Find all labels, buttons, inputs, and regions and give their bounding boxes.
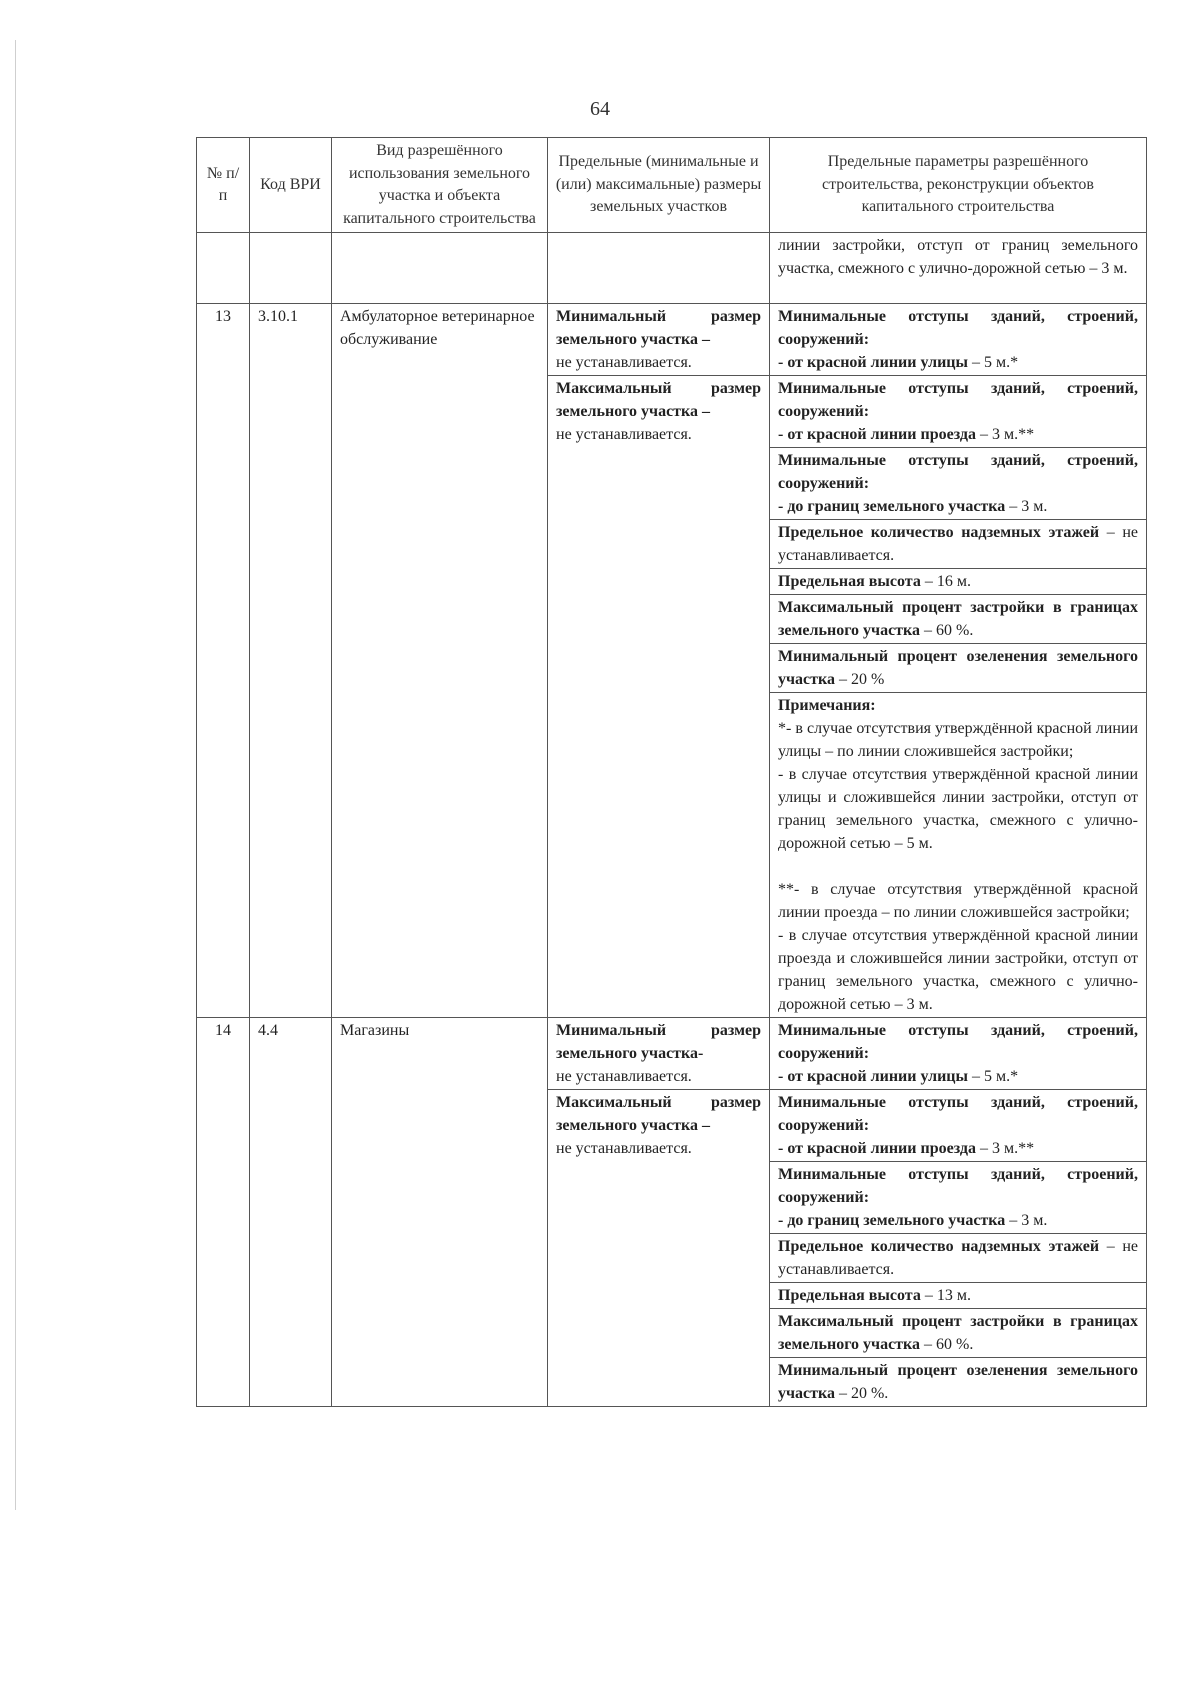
- header-num: № п/п: [197, 138, 250, 233]
- param-floors: [770, 1234, 1147, 1283]
- param-sublabel: - до границ земельного участка: [778, 1212, 1006, 1229]
- param-height: [770, 569, 1147, 595]
- param-label: Минимальные отступы зданий, строений, сооружений:: [778, 1022, 1138, 1062]
- note-spacer: [778, 855, 1138, 878]
- zoning-parameters-table: [196, 137, 1147, 1407]
- cell-empty: [548, 233, 770, 304]
- param-sublabel: - от красной линии улицы: [778, 1068, 968, 1085]
- param-value: – 13 м.: [920, 1287, 971, 1304]
- param-label: Максимальный процент застройки в границах земельного участка: [778, 1313, 1138, 1353]
- table-header-row: [197, 138, 1147, 233]
- param-value: – 3 м.**: [975, 426, 1035, 443]
- param-value: – 60 %.: [920, 1336, 974, 1353]
- cell-empty: [250, 233, 332, 304]
- param-label: Минимальные отступы зданий, строений, сооружений:: [778, 1094, 1138, 1134]
- min-size-label: Минимальный размер земельного участка –: [556, 308, 761, 348]
- param-greenery: [770, 644, 1147, 693]
- max-size-label: Максимальный размер земельного участка –: [556, 1094, 761, 1134]
- param-setback-boundary: [770, 448, 1147, 520]
- row-code: 4.4: [250, 1018, 332, 1407]
- param-setback-street: [770, 1018, 1147, 1090]
- param-label: Минимальный процент озеленения земельного участка: [778, 1362, 1138, 1402]
- header-use: Вид разрешённого использования земельного участка и объекта капитального строительства: [332, 138, 548, 233]
- min-size-value: не устанавливается.: [556, 1068, 692, 1085]
- note-item: **- в случае отсутствия утверждённой красной линии проезда – по линии сложившейся застройки;: [778, 881, 1138, 921]
- param-label: Минимальный процент озеленения земельного участка: [778, 648, 1138, 688]
- header-params: Предельные параметры разрешённого строительства, реконструкции объектов капитального строительства: [770, 138, 1147, 233]
- param-label: Предельное количество надземных этажей: [778, 1238, 1100, 1255]
- note-item: - в случае отсутствия утверждённой красной линии улицы и сложившейся линии застройки, отступ от границ земельного участка, смежного с улично-дорожной сетью – 5 м.: [778, 766, 1138, 852]
- page-number: 64: [590, 98, 610, 120]
- param-label: Предельное количество надземных этажей: [778, 524, 1100, 541]
- param-value: – не устанавливается.: [778, 524, 1138, 564]
- table-row-continuation: [197, 233, 1147, 304]
- max-size-label: Максимальный размер земельного участка –: [556, 380, 761, 420]
- param-setback-passage: [770, 1090, 1147, 1162]
- notes-cell: [770, 693, 1147, 1018]
- max-size-value: не устанавливается.: [556, 426, 692, 443]
- param-sublabel: - от красной линии проезда: [778, 426, 976, 443]
- param-greenery: [770, 1358, 1147, 1407]
- row-use: Амбулаторное ветеринарное обслуживание: [332, 304, 548, 1018]
- header-code: Код ВРИ: [250, 138, 332, 233]
- param-value: – 3 м.**: [975, 1140, 1035, 1157]
- table-row-14: [197, 1018, 1147, 1090]
- param-value: – 5 м.*: [968, 354, 1019, 371]
- param-sublabel: - до границ земельного участка: [778, 498, 1006, 515]
- note-item: - в случае отсутствия утверждённой красной линии проезда и сложившейся линии застройки, отступ от границ земельного участка, смежного с улично-дорожной сетью – 3 м.: [778, 927, 1138, 1013]
- param-coverage: [770, 595, 1147, 644]
- param-label: Минимальные отступы зданий, строений, сооружений:: [778, 452, 1138, 492]
- param-label: Предельная высота: [778, 1287, 921, 1304]
- param-sublabel: - от красной линии улицы: [778, 354, 968, 371]
- header-size: Предельные (минимальные и (или) максимальные) размеры земельных участков: [548, 138, 770, 233]
- min-size-cell: [548, 1018, 770, 1090]
- param-label: Минимальные отступы зданий, строений, сооружений:: [778, 308, 1138, 348]
- param-value: – 20 %: [834, 671, 885, 688]
- row-number: 14: [197, 1018, 250, 1407]
- min-size-label: Минимальный размер земельного участка-: [556, 1022, 761, 1062]
- row-code: 3.10.1: [250, 304, 332, 1018]
- max-size-cell: [548, 376, 770, 1018]
- row-use: Магазины: [332, 1018, 548, 1407]
- param-value: – 60 %.: [920, 622, 974, 639]
- param-value: – 5 м.*: [968, 1068, 1019, 1085]
- param-setback-street: [770, 304, 1147, 376]
- param-value: – не устанавливается.: [778, 1238, 1138, 1278]
- param-setback-passage: [770, 376, 1147, 448]
- row-number: 13: [197, 304, 250, 1018]
- note-item: *- в случае отсутствия утверждённой красной линии улицы – по линии сложившейся застройки;: [778, 720, 1138, 760]
- param-label: Максимальный процент застройки в границах земельного участка: [778, 599, 1138, 639]
- max-size-cell: [548, 1090, 770, 1407]
- scan-margin-line: [15, 40, 16, 1510]
- param-value: – 3 м.: [1005, 1212, 1048, 1229]
- param-height: [770, 1283, 1147, 1309]
- notes-title: Примечания:: [778, 697, 876, 714]
- min-size-value: не устанавливается.: [556, 354, 692, 371]
- max-size-value: не устанавливается.: [556, 1140, 692, 1157]
- cell-empty: [332, 233, 548, 304]
- table-row-13: [197, 304, 1147, 376]
- param-label: Предельная высота: [778, 573, 921, 590]
- param-label: Минимальные отступы зданий, строений, сооружений:: [778, 1166, 1138, 1206]
- min-size-cell: [548, 304, 770, 376]
- cell-empty: [197, 233, 250, 304]
- param-setback-boundary: [770, 1162, 1147, 1234]
- continuation-text: линии застройки, отступ от границ земельного участка, смежного с улично-дорожной сетью – 3 м.: [770, 233, 1147, 304]
- param-coverage: [770, 1309, 1147, 1358]
- param-floors: [770, 520, 1147, 569]
- param-sublabel: - от красной линии проезда: [778, 1140, 976, 1157]
- param-value: – 3 м.: [1005, 498, 1048, 515]
- param-label: Минимальные отступы зданий, строений, сооружений:: [778, 380, 1138, 420]
- param-value: – 16 м.: [920, 573, 971, 590]
- param-value: – 20 %.: [834, 1385, 889, 1402]
